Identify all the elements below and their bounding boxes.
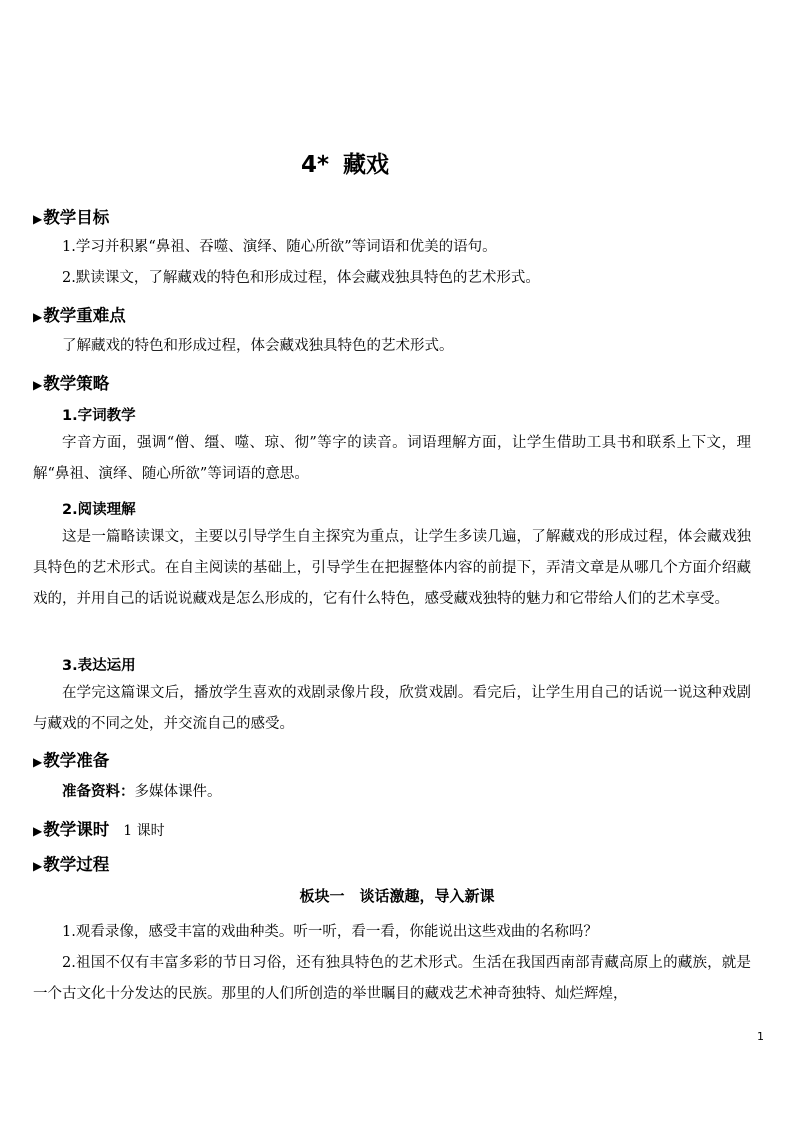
process-item: 2.祖国不仅有丰富多彩的节日习俗，还有独具特色的艺术形式。生活在我国西南部青藏高原上的藏族，就是一个古文化十分发达的民族。那里的人们所创造的举世瞩目的藏戏艺术神奇独特、灿烂辉煌， bbox=[33, 955, 751, 1002]
heading-text: 教学课时 bbox=[43, 820, 110, 839]
heading-text: 教学策略 bbox=[43, 374, 110, 393]
preparation-label: 准备资料： bbox=[62, 784, 135, 800]
keypoints-text: 了解藏戏的特色和形成过程，体会藏戏独具特色的艺术形式。 bbox=[62, 338, 454, 354]
process-item: 1.观看录像，感受丰富的戏曲种类。听一听，看一看，你能说出这些戏曲的名称吗？ bbox=[62, 924, 598, 940]
section-heading-hours bbox=[33, 816, 165, 840]
heading-text: 教学过程 bbox=[43, 855, 110, 874]
strategy-paragraph: 在学完这篇课文后，播放学生喜欢的戏剧录像片段，欣赏戏剧。看完后，让学生用自己的话说一说这种戏剧与藏戏的不同之处，并交流自己的感受。 bbox=[33, 685, 751, 732]
section-heading-objectives bbox=[33, 204, 109, 228]
strategy-paragraph: 字音方面，强调“僧、缰、噬、琼、彻”等字的读音。词语理解方面，让学生借助工具书和联系上下文，理解“鼻祖、演绎、随心所欲”等词语的意思。 bbox=[33, 435, 751, 482]
triangle-bullet-icon: ▶ bbox=[33, 755, 43, 769]
strategy-subheading: 1.字词教学 bbox=[62, 408, 136, 424]
block-title: 板块一 谈话激趣，导入新课 bbox=[299, 887, 495, 905]
heading-text: 教学准备 bbox=[43, 751, 110, 770]
objective-item: 1.学习并积累“鼻祖、吞噬、演绎、随心所欲”等词语和优美的语句。 bbox=[62, 239, 497, 255]
strategy-subheading: 3.表达运用 bbox=[62, 658, 136, 674]
heading-text: 教学目标 bbox=[43, 208, 110, 227]
objective-item: 2.默读课文，了解藏戏的特色和形成过程，体会藏戏独具特色的艺术形式。 bbox=[62, 270, 540, 286]
title-number: 4* bbox=[300, 152, 330, 178]
preparation-line bbox=[33, 777, 751, 808]
section-heading-strategy bbox=[33, 370, 109, 394]
strategy-paragraph: 这是一篇略读课文，主要以引导学生自主探究为重点，让学生多读几遍，了解藏戏的形成过程，体会藏戏独具特色的艺术形式。在自主阅读的基础上，引导学生在把握整体内容的前提下，弄清文章是从哪几个方面介绍藏戏的，并用自己的话说说藏戏是怎么形成的，它有什么特色，感受藏戏独特的魅力和它带给人们的艺术享受。 bbox=[33, 529, 751, 607]
section-heading-keypoints bbox=[33, 302, 126, 326]
hours-value: 1 课时 bbox=[123, 823, 165, 839]
triangle-bullet-icon: ▶ bbox=[33, 859, 43, 873]
triangle-bullet-icon: ▶ bbox=[33, 212, 43, 226]
title-text: 藏戏 bbox=[343, 152, 390, 178]
section-heading-process bbox=[33, 851, 109, 875]
triangle-bullet-icon: ▶ bbox=[33, 310, 43, 324]
preparation-text: 多媒体课件。 bbox=[134, 784, 222, 800]
section-heading-preparation bbox=[33, 747, 109, 771]
strategy-subheading: 2.阅读理解 bbox=[62, 502, 136, 518]
page-title bbox=[0, 146, 690, 179]
heading-text: 教学重难点 bbox=[43, 306, 126, 325]
page-number: 1 bbox=[757, 1030, 764, 1043]
triangle-bullet-icon: ▶ bbox=[33, 824, 43, 838]
triangle-bullet-icon: ▶ bbox=[33, 378, 43, 392]
